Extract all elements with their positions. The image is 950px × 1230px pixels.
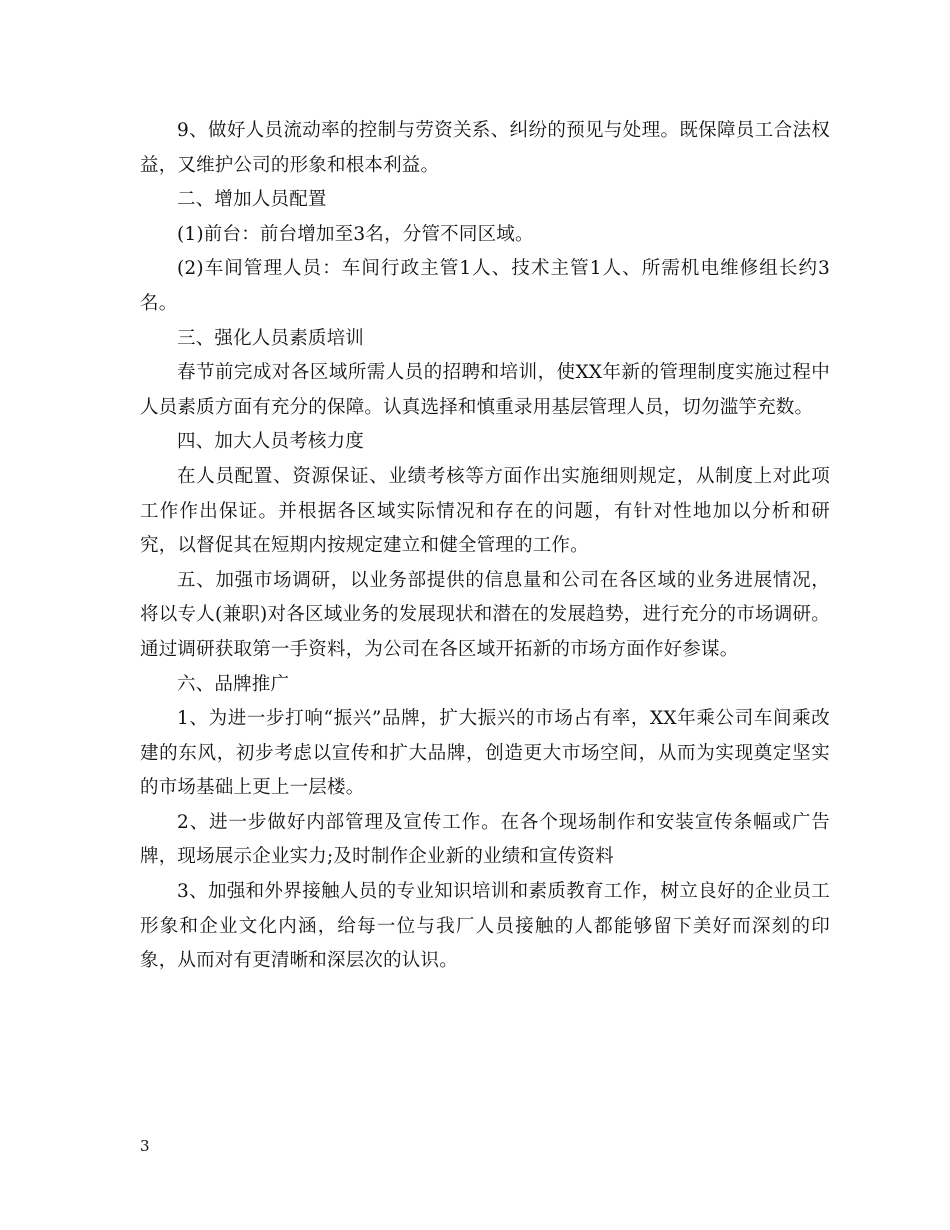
section-heading-assessment: 四、加大人员考核力度 (177, 431, 365, 453)
paragraph-workshop-managers: (2)车间管理人员：车间行政主管1人、技术主管1人、所需机电维修组长约3名。 (140, 258, 830, 314)
paragraph-brand-3: 3、加强和外界接触人员的专业知识培训和素质教育工作，树立良好的企业员工形象和企业文化内涵，给每一位与我厂人员接触的人都能够留下美好而深刻的印象，从而对有更清晰和深层次的认识。 (140, 881, 830, 972)
paragraph-assessment: 在人员配置、资源保证、业绩考核等方面作出实施细则规定，从制度上对此项工作作出保证。并根据各区域实际情况和存在的问题，有针对性地加以分析和研究，以督促其在短期内按规定建立和健全管理的工作。 (140, 465, 830, 557)
paragraph-brand-2: 2、进一步做好内部管理及宣传工作。在各个现场制作和安装宣传条幅或广告牌，现场展示企业实力;及时制作企业新的业绩和宣传资料 (140, 811, 830, 868)
document-body (140, 114, 830, 979)
page-number: 3 (140, 1137, 150, 1155)
paragraph-training: 春节前完成对各区域所需人员的招聘和培训，使XX年新的管理制度实施过程中人员素质方面有充分的保障。认真选择和慎重录用基层管理人员，切勿滥竽充数。 (140, 362, 830, 418)
section-heading-brand: 六、品牌推广 (177, 673, 290, 695)
paragraph-market-research: 五、加强市场调研，以业务部提供的信息量和公司在各区域的业务进展情况，将以专人(兼职)对各区域业务的发展现状和潜在的发展趋势，进行充分的市场调研。通过调研获取第一手资料，为公司在各区域开拓新的市场方面作好参谋。 (140, 569, 830, 660)
paragraph-brand-1: 1、为进一步打响“振兴”品牌，扩大振兴的市场占有率，XX年乘公司车间乘改建的东风，初步考虑以宣传和扩大品牌，创造更大市场空间，从而为实现奠定坚实的市场基础上更上一层楼。 (140, 708, 830, 799)
paragraph-front-desk: (1)前台：前台增加至3名，分管不同区域。 (177, 223, 534, 245)
section-heading-staffing: 二、增加人员配置 (177, 189, 327, 211)
paragraph-item-9: 9、做好人员流动率的控制与劳资关系、纠纷的预见与处理。既保障员工合法权益，又维护公司的形象和根本利益。 (140, 120, 830, 176)
section-heading-training: 三、强化人员素质培训 (177, 327, 365, 349)
